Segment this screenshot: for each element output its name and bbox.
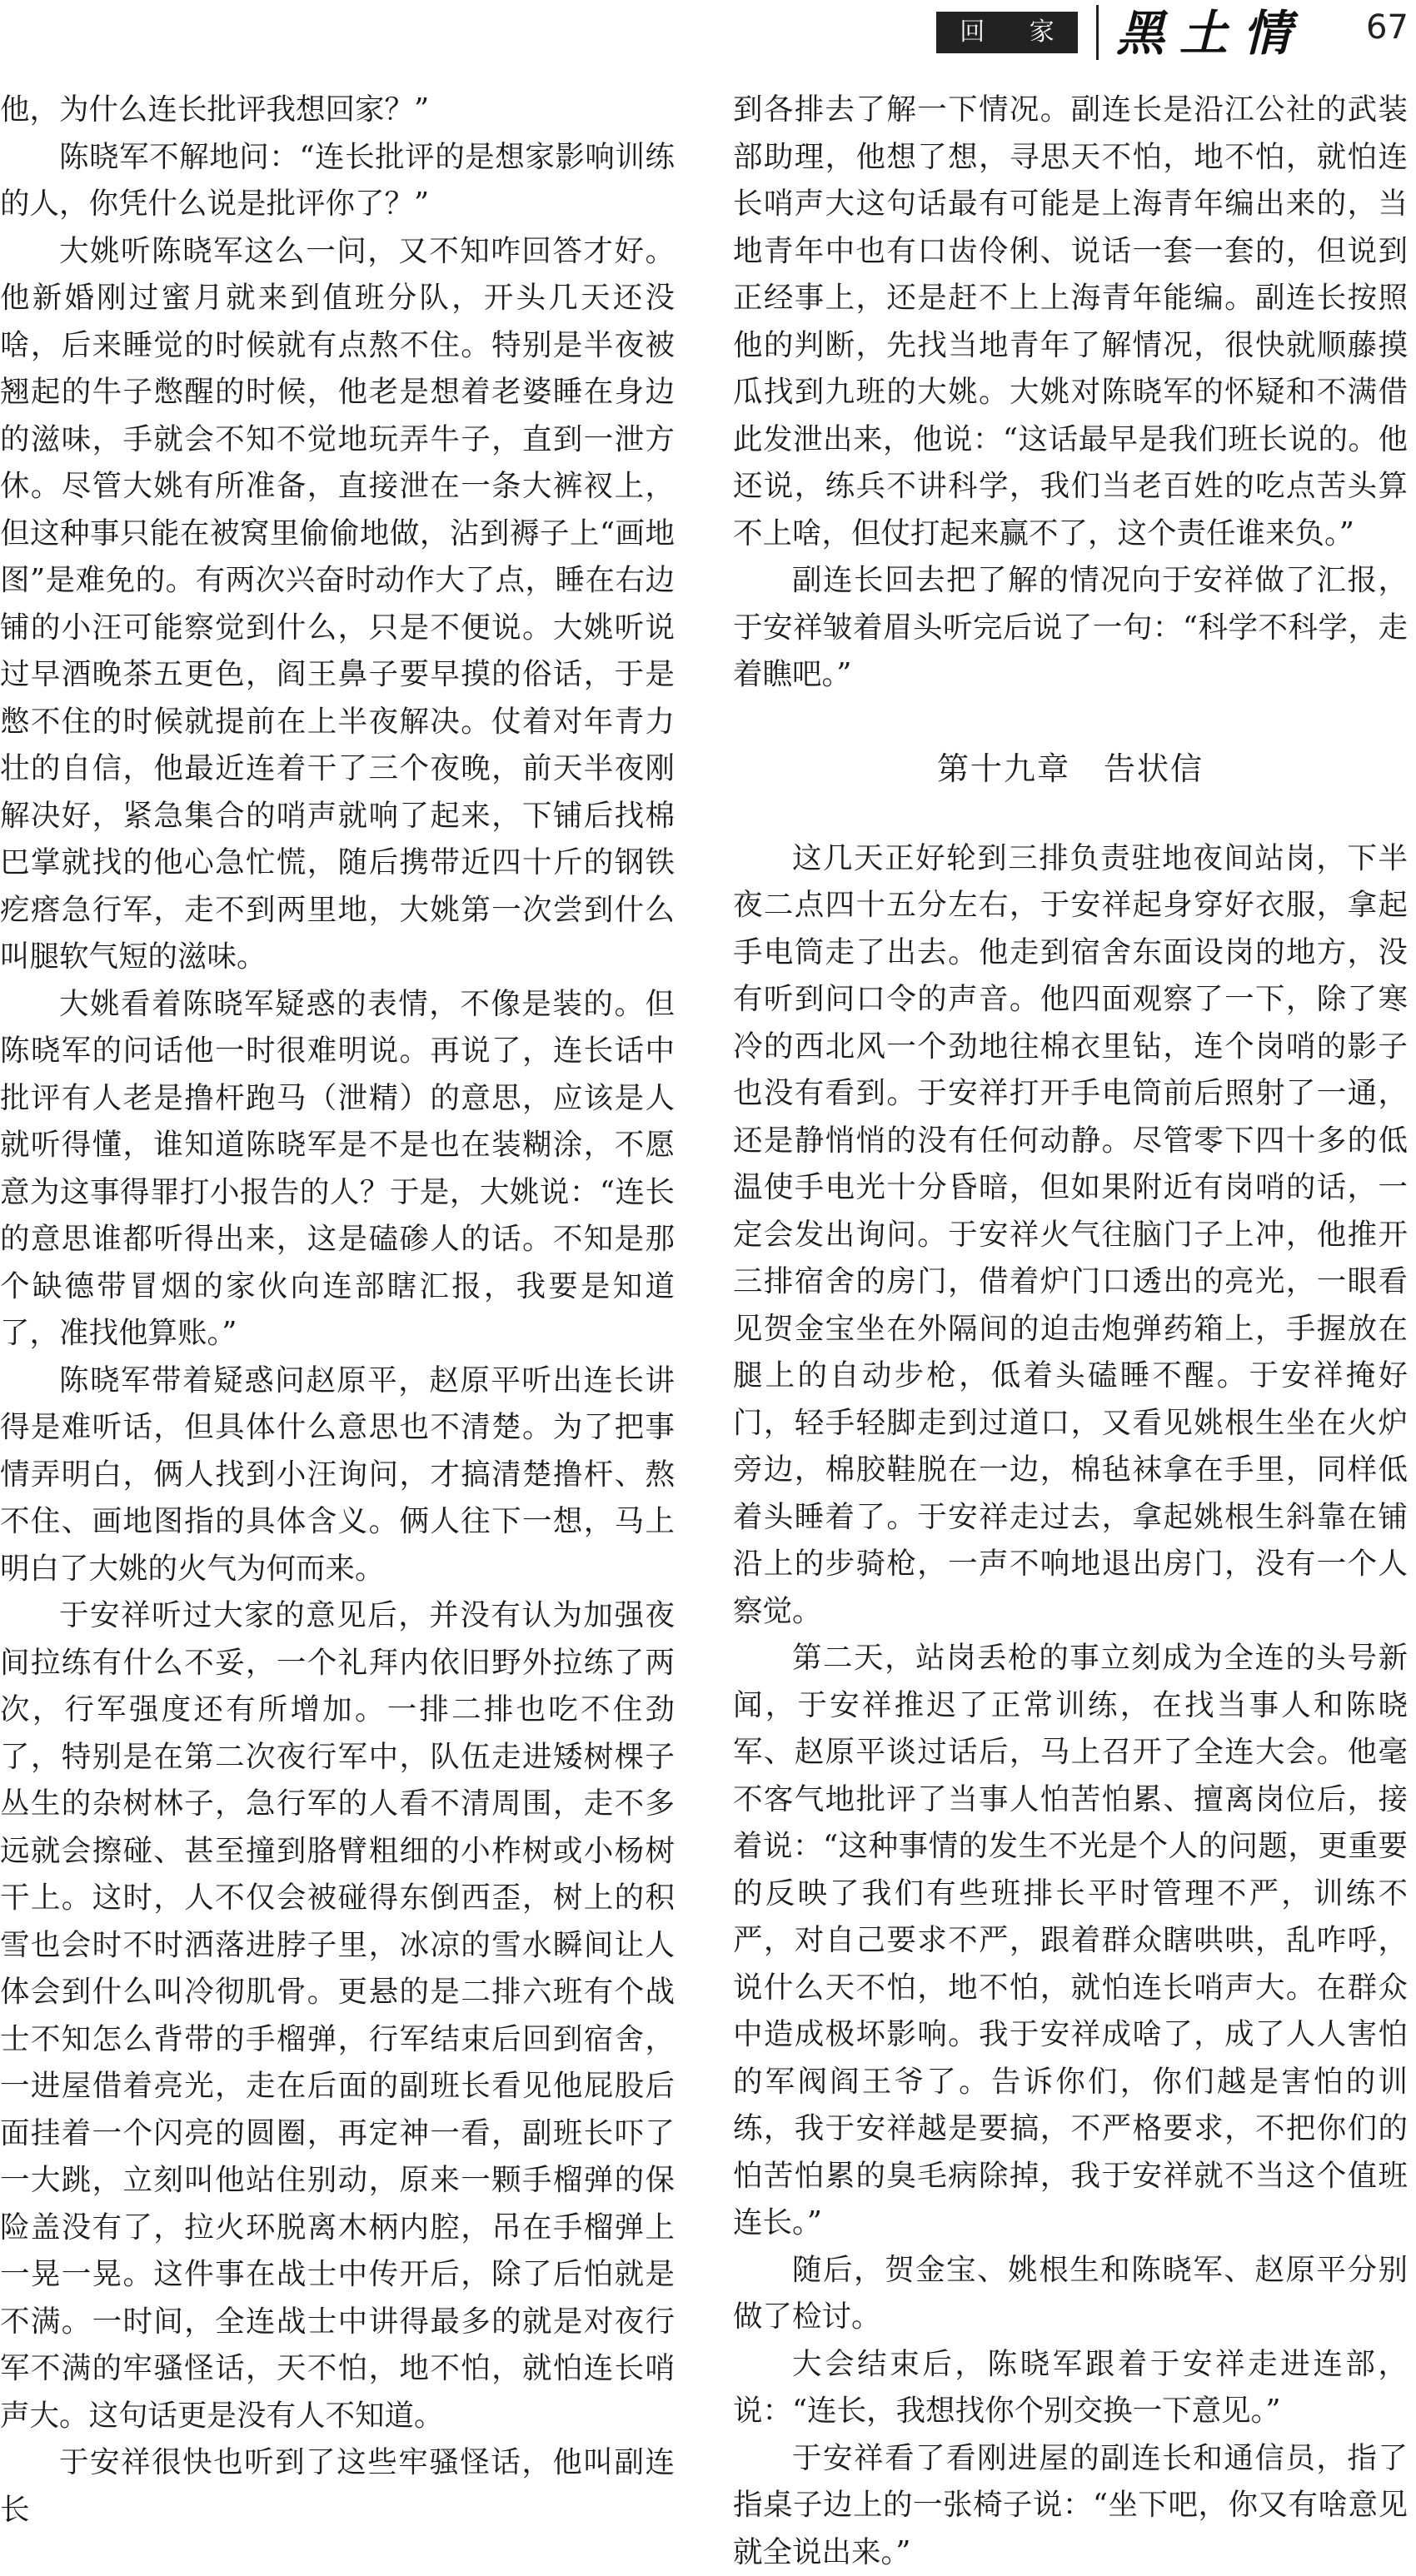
chapter-heading: 第十九章 告状信 <box>733 745 1408 792</box>
header-divider <box>1096 5 1099 60</box>
paragraph: 这几天正好轮到三排负责驻地夜间站岗，下半夜二点四十五分左右，于安祥起身穿好衣服，拿起手电筒走了出去。他走到宿舍东面设岗的地方，没有听到问口令的声音。他四面观察了一下，除了寒冷的西北风一个劲地往棉衣里钻，连个岗哨的影子也没有看到。于安祥打开手电筒前后照射了一通，还是静悄悄的没有任何动静。尽管零下四十多的低温使手电光十分昏暗，但如果附近有岗哨的话，一定会发出询问。于安祥火气往脑门子上冲，他推开三排宿舍的房门，借着炉门口透出的亮光，一眼看见贺金宝坐在外隔间的迫击炮弹药箱上，手握放在腿上的自动步枪，低着头磕睡不醒。于安祥掩好门，轻手轻脚走到过道口，又看见姚根生坐在火炉旁边，棉胶鞋脱在一边，棉毡袜拿在手里，同样低着头睡着了。于安祥走过去，拿起姚根生斜靠在铺沿上的步骑枪，一声不响地退出房门，没有一个人察觉。 <box>733 835 1408 1636</box>
paragraph: 于安祥听过大家的意见后，并没有认为加强夜间拉练有什么不妥，一个礼拜内依旧野外拉练了两次，行军强度还有所增加。一排二排也吃不住劲了，特别是在第二次夜行军中，队伍走进矮树棵子丛生的杂树林子，急行军的人看不清周围，走不多远就会擦碰、甚至撞到胳臂粗细的小柞树或小杨树干上。这时，人不仅会被碰得东倒西歪，树上的积雪也会时不时洒落进脖子里，冰凉的雪水瞬间让人体会到什么叫冷彻肌骨。更悬的是二排六班有个战士不知怎么背带的手榴弹，行军结束后回到宿舍，一进屋借着亮光，走在后面的副班长看见他屁股后面挂着一个闪亮的圆圈，再定神一看，副班长吓了一大跳，立刻叫他站住别动，原来一颗手榴弹的保险盖没有了，拉火环脱离木柄内腔，吊在手榴弹上一晃一晃。这件事在战士中传开后，除了后怕就是不满。一时间，全连战士中讲得最多的就是对夜行军不满的牢骚怪话，天不怕，地不怕，就怕连长哨声大。这句话更是没有人不知道。 <box>0 1592 675 2439</box>
left-column <box>0 87 675 2534</box>
paragraph: 陈晓军带着疑惑问赵原平，赵原平听出连长讲得是难听话，但具体什么意思也不清楚。为了把事情弄明白，俩人找到小汪询问，才搞清楚撸杆、熬不住、画地图指的具体含义。俩人往下一想，马上明白了大姚的火气为何而来。 <box>0 1358 675 1593</box>
paragraph: 第二天，站岗丢枪的事立刻成为全连的头号新闻，于安祥推迟了正常训练，在找当事人和陈晓军、赵原平谈过话后，马上召开了全连大会。他毫不客气地批评了当事人怕苦怕累、擅离岗位后，接着说：“这种事情的发生不光是个人的问题，更重要的反映了我们有些班排长平时管理不严，训练不严，对自己要求不严，跟着群众瞎哄哄，乱咋呼，说什么天不怕，地不怕，就怕连长哨声大。在群众中造成极坏影响。我于安祥成啥了，成了人人害怕的军阀阎王爷了。告诉你们，你们越是害怕的训练，我于安祥越是要搞，不严格要求，不把你们的怕苦怕累的臭毛病除掉，我于安祥就不当这个值班连长。” <box>733 1635 1408 2247</box>
paragraph: 大会结束后，陈晓军跟着于安祥走进连部，说：“连长，我想找你个别交换一下意见。” <box>733 2341 1408 2435</box>
paragraph: 随后，贺金宝、姚根生和陈晓军、赵原平分别做了检讨。 <box>733 2247 1408 2341</box>
paragraph: 于安祥很快也听到了这些牢骚怪话，他叫副连长 <box>0 2439 675 2534</box>
page-header <box>0 0 1416 67</box>
page-number: 67 <box>1366 8 1409 47</box>
paragraph: 副连长回去把了解的情况向于安祥做了汇报，于安祥皱着眉头听完后说了一句：“科学不科学，走着瞧吧。” <box>733 557 1408 699</box>
paragraph: 他，为什么连长批评我想回家？” <box>0 87 675 134</box>
magazine-logo: 黑土情 <box>1116 2 1306 65</box>
paragraph: 大姚看着陈晓军疑惑的表情，不像是装的。但陈晓军的问话他一时很难明说。再说了，连长话中批评有人老是撸杆跑马（泄精）的意思，应该是人就听得懂，谁知道陈晓军是不是也在装糊涂，不愿意为这事得罪打小报告的人？于是，大姚说：“连长的意思谁都听得出来，这是磕碜人的话。不知是那个缺德带冒烟的家伙向连部瞎汇报，我要是知道了，准找他算账。” <box>0 981 675 1358</box>
right-column <box>733 87 1408 2576</box>
paragraph: 到各排去了解一下情况。副连长是沿江公社的武装部助理，他想了想，寻思天不怕，地不怕，就怕连长哨声大这句话最有可能是上海青年编出来的，当地青年中也有口齿伶俐、说话一套一套的，但说到正经事上，还是赶不上上海青年能编。副连长按照他的判断，先找当地青年了解情况，很快就顺藤摸瓜找到九班的大姚。大姚对陈晓军的怀疑和不满借此发泄出来，他说：“这话最早是我们班长说的。他还说，练兵不讲科学，我们当老百姓的吃点苦头算不上啥，但仗打起来赢不了，这个责任谁来负。” <box>733 87 1408 557</box>
section-tag: 回 家 <box>936 12 1078 53</box>
paragraph: 陈晓军不解地问：“连长批评的是想家影响训练的人，你凭什么说是批评你了？” <box>0 134 675 228</box>
paragraph: 于安祥看了看刚进屋的副连长和通信员，指了指桌子边上的一张椅子说：“坐下吧，你又有啥意见就全说出来。” <box>733 2435 1408 2576</box>
paragraph: 大姚听陈晓军这么一问，又不知咋回答才好。他新婚刚过蜜月就来到值班分队，开头几天还没啥，后来睡觉的时候就有点熬不住。特别是半夜被翘起的牛子憋醒的时候，他老是想着老婆睡在身边的滋味，手就会不知不觉地玩弄牛子，直到一泄方休。尽管大姚有所准备，直接泄在一条大裤衩上，但这种事只能在被窝里偷偷地做，沾到褥子上“画地图”是难免的。有两次兴奋时动作大了点，睡在右边铺的小汪可能察觉到什么，只是不便说。大姚听说过早酒晚茶五更色，阎王鼻子要早摸的俗话，于是憋不住的时候就提前在上半夜解决。仗着对年青力壮的自信，他最近连着干了三个夜晚，前天半夜刚解决好，紧急集合的哨声就响了起来，下铺后找棉巴掌就找的他心急忙慌，随后携带近四十斤的钢铁疙瘩急行军，走不到两里地，大姚第一次尝到什么叫腿软气短的滋味。 <box>0 228 675 981</box>
